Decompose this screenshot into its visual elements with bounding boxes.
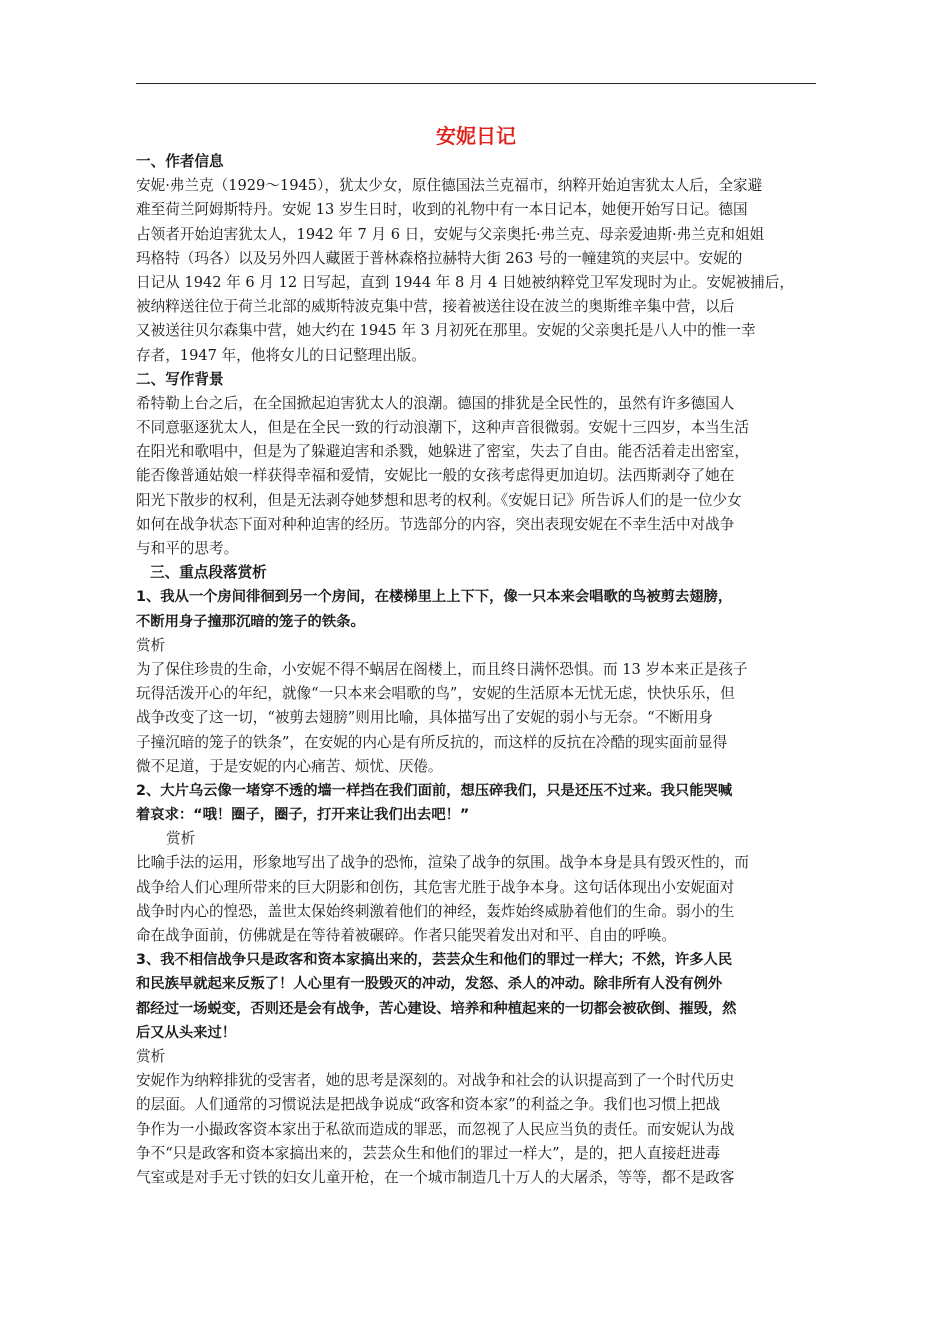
quote-line: 后又从头来过！	[136, 1024, 237, 1041]
text-line: 子撞沉暗的笼子的铁条”，在安妮的内心是有所反抗的，而这样的反抗在冷酷的现实面前显得	[136, 733, 728, 751]
text-line: 玛格特（玛各）以及另外四人藏匿于普林森格拉赫特大街 263 号的一幢建筑的夹层中。安妮的	[136, 249, 743, 267]
quote-line: 和民族早就起来反叛了！人心里有一股毁灭的冲动，发怒、杀人的冲动。除非所有人没有例外	[136, 976, 723, 993]
text-line: 安妮作为纳粹排犹的受害者，她的思考是深刻的。对战争和社会的认识提高到了一个时代历史	[136, 1072, 735, 1090]
text-line: 存者，1947 年，他将女儿的日记整理出版。	[136, 346, 426, 364]
text-line: 争作为一小撮政客资本家出于私欲而造成的罪恶，而忽视了人民应当负的责任。而安妮认为战	[136, 1120, 735, 1138]
text-line: 命在战争面前，仿佛就是在等待着被碾碎。作者只能哭着发出对和平、自由的呼唤。	[136, 927, 676, 944]
text-line: 战争时内心的惶恐，盖世太保始终刺激着他们的神经，轰炸始终威胁着他们的生命。弱小的生	[136, 902, 735, 920]
page-title: 安妮日记	[436, 124, 516, 148]
header-rule	[136, 83, 816, 84]
text-line: 安妮·弗兰克（1929～1945），犹太少女，原住德国法兰克福市，纳粹开始迫害犹太人后，全家避	[136, 177, 763, 195]
text-line: 赏析	[166, 830, 196, 848]
section-heading: 二、写作背景	[136, 370, 224, 388]
text-line: 日记从 1942 年 6 月 12 日写起，直到 1944 年 8 月 4 日她被纳粹党卫军发现时为止。安妮被捕后，	[136, 273, 794, 291]
text-line: 如何在战争状态下面对种种迫害的经历。节选部分的内容，突出表现安妮在不幸生活中对战争	[136, 515, 735, 533]
text-line: 玩得活泼开心的年纪，就像“一只本来会唱歌的鸟”，安妮的生活原本无忧无虑，快快乐乐，但	[136, 685, 735, 703]
text-line: 气室或是对手无寸铁的妇女儿童开枪，在一个城市制造几十万人的大屠杀，等等，都不是政客	[136, 1168, 735, 1186]
text-line: 为了保住珍贵的生命，小安妮不得不蜗居在阁楼上，而且终日满怀恐惧。而 13 岁本来正是孩子	[136, 660, 748, 678]
text-line: 与和平的思考。	[136, 540, 239, 557]
quote-line: 3、我不相信战争只是政客和资本家搞出来的，芸芸众生和他们的罪过一样大；不然，许多人民	[136, 952, 733, 969]
text-line: 的层面。人们通常的习惯说法是把战争说成“政客和资本家”的利益之争。我们也习惯上把战	[136, 1096, 721, 1114]
text-line: 希特勒上台之后，在全国掀起迫害犹太人的浪潮。德国的排犹是全民性的，虽然有许多德国人	[136, 394, 735, 412]
text-line: 又被送往贝尔森集中营，她大约在 1945 年 3 月初死在那里。安妮的父亲奥托是八人中的惟一幸	[136, 322, 756, 340]
text-line: 难至荷兰阿姆斯特丹。安妮 13 岁生日时，收到的礼物中有一本日记本，她便开始写日记。德国	[136, 201, 748, 219]
text-line: 赏析	[136, 636, 166, 654]
text-line: 能否像普通姑娘一样获得幸福和爱情，安妮比一般的女孩考虑得更加迫切。法西斯剥夺了她在	[136, 467, 735, 485]
text-line: 微不足道，于是安妮的内心痛苦、烦忧、厌倦。	[136, 757, 443, 775]
quote-line: 不断用身子撞那沉暗的笼子的铁条。	[136, 613, 365, 630]
quote-line: 1、我从一个房间徘徊到另一个房间，在楼梯里上上下下，像一只本来会唱歌的鸟被剪去翅膀，	[136, 589, 733, 606]
text-line: 在阳光和歌唱中，但是为了躲避迫害和杀戮，她躲进了密室，失去了自由。能否活着走出密室，	[136, 443, 749, 461]
text-line: 战争改变了这一切，“被剪去翅膀”则用比喻，具体描写出了安妮的弱小与无奈。“不断用身	[136, 709, 713, 727]
text-line: 占领者开始迫害犹太人，1942 年 7 月 6 日，安妮与父亲奥托·弗兰克、母亲爱迪斯·弗兰克和姐姐	[136, 225, 765, 243]
text-line: 阳光下散步的权利，但是无法剥夺她梦想和思考的权利。《安妮日记》所告诉人们的是一位少女	[136, 491, 742, 509]
document-body	[136, 150, 816, 1190]
section-heading: 一、作者信息	[136, 153, 224, 170]
section-heading: 三、重点段落赏析	[150, 564, 267, 582]
text-line: 争不“只是政客和资本家搞出来的，芸芸众生和他们的罪过一样大”，是的，把人直接赶进毒	[136, 1144, 721, 1162]
text-line: 被纳粹送往位于荷兰北部的威斯特波克集中营，接着被送往设在波兰的奥斯维辛集中营，以后	[136, 298, 735, 316]
quote-line: 2、大片乌云像一堵穿不透的墙一样挡在我们面前，想压碎我们，只是还压不过来。我只能哭喊	[136, 782, 733, 799]
quote-line: 都经过一场蜕变，否则还是会有战争，苦心建设、培养和种植起来的一切都会被砍倒、摧毁，然	[136, 1000, 737, 1017]
text-line: 赏析	[136, 1047, 166, 1065]
text-line: 战争给人们心理所带来的巨大阴影和创伤，其危害尤胜于战争本身。这句话体现出小安妮面对	[136, 878, 735, 896]
text-line: 比喻手法的运用，形象地写出了战争的恐怖，渲染了战争的氛围。战争本身是具有毁灭性的，而	[136, 854, 749, 872]
quote-line: 着哀求：“哦！圈子，圈子，打开来让我们出去吧！”	[136, 807, 470, 824]
text-line: 不同意驱逐犹太人，但是在全民一致的行动浪潮下，这种声音很微弱。安妮十三四岁，本当生活	[136, 419, 749, 437]
